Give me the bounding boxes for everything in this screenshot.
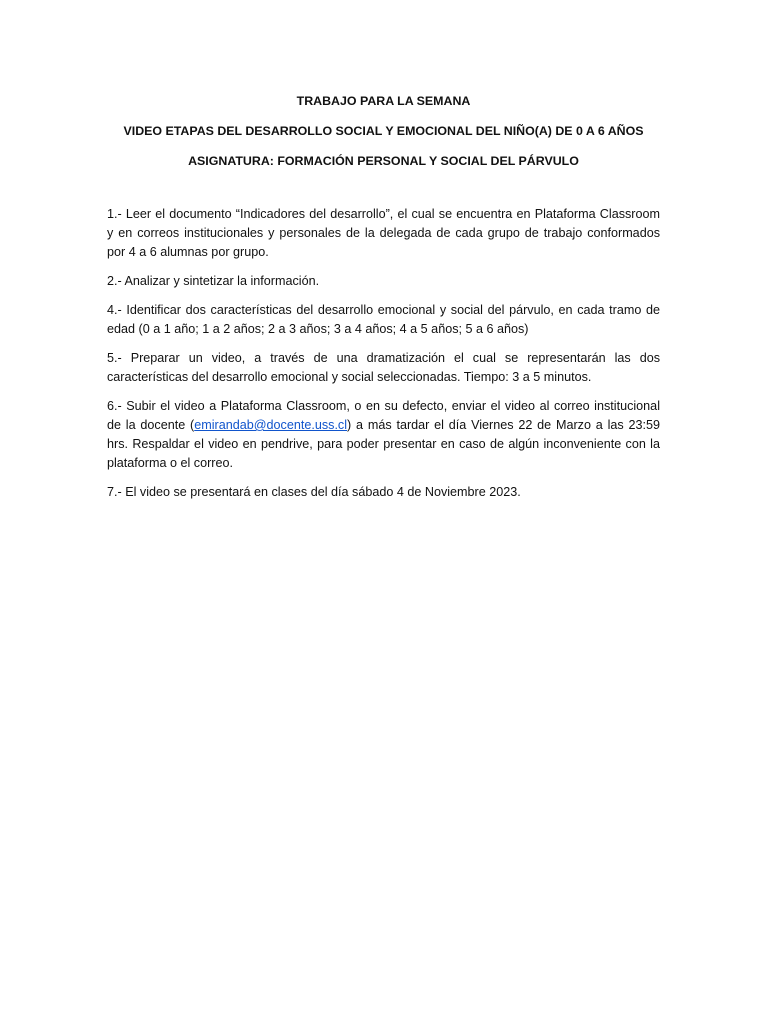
document-subject: ASIGNATURA: FORMACIÓN PERSONAL Y SOCIAL DEL PÁRVULO xyxy=(188,154,579,168)
teacher-email-link[interactable]: emirandab@docente.uss.cl xyxy=(194,418,348,432)
instructions-list xyxy=(107,205,660,502)
instruction-item-7: 7.- El video se presentará en clases del día sábado 4 de Noviembre 2023. xyxy=(107,485,521,499)
document-subtitle: VIDEO ETAPAS DEL DESARROLLO SOCIAL Y EMOCIONAL DEL NIÑO(A) DE 0 A 6 AÑOS xyxy=(123,124,644,138)
instruction-item-6-text-before: 6.- Subir el video a Plataforma Classroom, o en su defecto, enviar el video al correo institucional de la docente ( xyxy=(107,399,660,432)
document-page xyxy=(107,93,660,512)
instruction-item-4: 4.- Identificar dos características del desarrollo emocional y social del párvulo, en cada tramo de edad (0 a 1 año; 1 a 2 años; 2 a 3 años; 3 a 4 años; 4 a 5 años; 5 a 6 años) xyxy=(107,303,660,336)
instruction-item-2: 2.- Analizar y sintetizar la información. xyxy=(107,274,320,288)
instruction-item-5: 5.- Preparar un video, a través de una dramatización el cual se representarán las dos características del desarrollo emocional y social seleccionadas. Tiempo: 3 a 5 minutos. xyxy=(107,351,660,384)
document-title: TRABAJO PARA LA SEMANA xyxy=(296,94,471,108)
instruction-item-1: 1.- Leer el documento “Indicadores del desarrollo”, el cual se encuentra en Plataforma Classroom y en correos institucionales y personales de la delegada de cada grupo de trabajo conformados por 4 a 6 alumnas por grupo. xyxy=(107,207,660,259)
instruction-item-6-text-after: ) a más tardar el día Viernes 22 de Marzo a las 23:59 hrs. Respaldar el video en pendrive, para poder presentar en caso de algún inconveniente con la plataforma o el correo. xyxy=(107,418,660,470)
instruction-item-6 xyxy=(107,397,660,473)
